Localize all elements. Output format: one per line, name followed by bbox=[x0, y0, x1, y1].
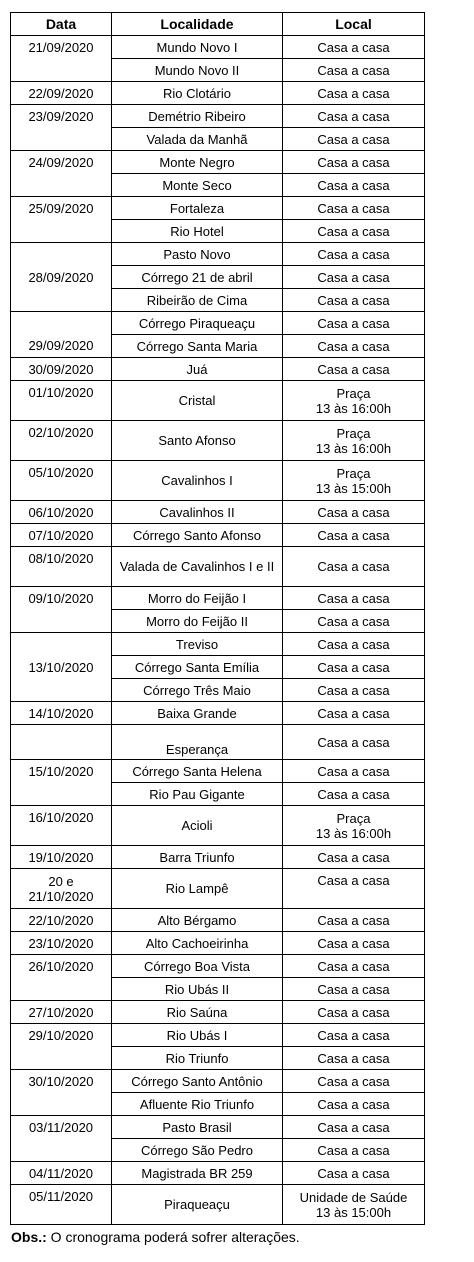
table-row bbox=[11, 1185, 425, 1225]
table-row bbox=[11, 312, 425, 335]
place-cell: Casa a casa bbox=[283, 501, 425, 524]
place-cell: Casa a casa bbox=[283, 1024, 425, 1047]
place-cell: Casa a casa bbox=[283, 1001, 425, 1024]
table-row bbox=[11, 151, 425, 174]
date-cell: 15/10/2020 bbox=[11, 760, 112, 806]
date-cell: 04/11/2020 bbox=[11, 1162, 112, 1185]
header-date: Data bbox=[11, 13, 112, 36]
table-row bbox=[11, 869, 425, 909]
place-cell: Casa a casa bbox=[283, 955, 425, 978]
date-cell: 07/10/2020 bbox=[11, 524, 112, 547]
locality-cell: Alto Bérgamo bbox=[112, 909, 283, 932]
place-cell: Casa a casa bbox=[283, 1093, 425, 1116]
table-row bbox=[11, 501, 425, 524]
locality-cell: Córrego Boa Vista bbox=[112, 955, 283, 978]
header-locality: Localidade bbox=[112, 13, 283, 36]
place-cell: Casa a casa bbox=[283, 524, 425, 547]
table-row bbox=[11, 1024, 425, 1047]
footer-label: Obs.: bbox=[11, 1229, 47, 1245]
place-cell: Casa a casa bbox=[283, 633, 425, 656]
locality-cell: Rio Lampê bbox=[112, 869, 283, 909]
footer-text: O cronograma poderá sofrer alterações. bbox=[46, 1229, 300, 1245]
locality-cell: Piraqueaçu bbox=[112, 1185, 283, 1225]
locality-cell: Cristal bbox=[112, 381, 283, 421]
table-row bbox=[11, 358, 425, 381]
locality-cell: Afluente Rio Triunfo bbox=[112, 1093, 283, 1116]
locality-cell: Cavalinhos I bbox=[112, 461, 283, 501]
place-cell: Casa a casa bbox=[283, 335, 425, 358]
table-row bbox=[11, 381, 425, 421]
locality-cell: Santo Afonso bbox=[112, 421, 283, 461]
place-cell: Praça 13 às 16:00h bbox=[283, 806, 425, 846]
table-row bbox=[11, 547, 425, 587]
locality-cell: Córrego Santo Afonso bbox=[112, 524, 283, 547]
place-cell: Casa a casa bbox=[283, 587, 425, 610]
date-cell: 03/11/2020 bbox=[11, 1116, 112, 1162]
table-row bbox=[11, 421, 425, 461]
place-cell: Casa a casa bbox=[283, 128, 425, 151]
locality-cell: Córrego 21 de abril bbox=[112, 266, 283, 289]
date-cell: 29/10/2020 bbox=[11, 1024, 112, 1070]
locality-cell: Esperança bbox=[112, 725, 283, 760]
table-row bbox=[11, 1116, 425, 1139]
table-row bbox=[11, 846, 425, 869]
table-row bbox=[11, 633, 425, 656]
locality-cell: Magistrada BR 259 bbox=[112, 1162, 283, 1185]
locality-cell: Acioli bbox=[112, 806, 283, 846]
locality-cell: Córrego São Pedro bbox=[112, 1139, 283, 1162]
place-cell: Casa a casa bbox=[283, 610, 425, 633]
place-cell: Casa a casa bbox=[283, 656, 425, 679]
table-row bbox=[11, 243, 425, 266]
table-row bbox=[11, 932, 425, 955]
place-cell: Casa a casa bbox=[283, 702, 425, 725]
locality-cell: Cavalinhos II bbox=[112, 501, 283, 524]
date-cell: 16/10/2020 bbox=[11, 806, 112, 846]
locality-cell: Rio Clotário bbox=[112, 82, 283, 105]
date-cell: 22/10/2020 bbox=[11, 909, 112, 932]
table-row bbox=[11, 1162, 425, 1185]
locality-cell: Morro do Feijão I bbox=[112, 587, 283, 610]
table-row bbox=[11, 702, 425, 725]
date-cell: 05/10/2020 bbox=[11, 461, 112, 501]
locality-cell: Treviso bbox=[112, 633, 283, 656]
locality-cell: Córrego Três Maio bbox=[112, 679, 283, 702]
locality-cell: Córrego Piraqueaçu bbox=[112, 312, 283, 335]
table-row bbox=[11, 524, 425, 547]
table-row bbox=[11, 1001, 425, 1024]
date-cell: 19/10/2020 bbox=[11, 846, 112, 869]
table-row bbox=[11, 806, 425, 846]
locality-cell: Valada de Cavalinhos I e II bbox=[112, 547, 283, 587]
place-cell: Casa a casa bbox=[283, 978, 425, 1001]
date-cell: 08/10/2020 bbox=[11, 547, 112, 587]
locality-cell: Pasto Brasil bbox=[112, 1116, 283, 1139]
table-row bbox=[11, 587, 425, 610]
date-cell: 23/09/2020 bbox=[11, 105, 112, 151]
date-cell: 02/10/2020 bbox=[11, 421, 112, 461]
date-cell: 01/10/2020 bbox=[11, 381, 112, 421]
locality-cell: Ribeirão de Cima bbox=[112, 289, 283, 312]
locality-cell: Rio Ubás I bbox=[112, 1024, 283, 1047]
place-cell: Casa a casa bbox=[283, 760, 425, 783]
locality-cell: Baixa Grande bbox=[112, 702, 283, 725]
locality-cell: Mundo Novo II bbox=[112, 59, 283, 82]
date-cell: 06/10/2020 bbox=[11, 501, 112, 524]
place-cell: Casa a casa bbox=[283, 312, 425, 335]
date-cell: 09/10/2020 bbox=[11, 587, 112, 633]
locality-cell: Alto Cachoeirinha bbox=[112, 932, 283, 955]
locality-cell: Córrego Santa Emília bbox=[112, 656, 283, 679]
locality-cell: Rio Saúna bbox=[112, 1001, 283, 1024]
date-cell: 13/10/2020 bbox=[11, 633, 112, 702]
locality-cell: Rio Ubás II bbox=[112, 978, 283, 1001]
table-row bbox=[11, 955, 425, 978]
place-cell: Casa a casa bbox=[283, 679, 425, 702]
date-cell: 24/09/2020 bbox=[11, 151, 112, 197]
place-cell: Praça 13 às 15:00h bbox=[283, 461, 425, 501]
header-place: Local bbox=[283, 13, 425, 36]
place-cell: Casa a casa bbox=[283, 266, 425, 289]
footer-note bbox=[11, 1229, 300, 1245]
place-cell: Casa a casa bbox=[283, 1162, 425, 1185]
table-row bbox=[11, 36, 425, 59]
locality-cell: Barra Triunfo bbox=[112, 846, 283, 869]
table-row bbox=[11, 105, 425, 128]
table-row bbox=[11, 725, 425, 760]
place-cell: Casa a casa bbox=[283, 151, 425, 174]
date-cell: 30/10/2020 bbox=[11, 1070, 112, 1116]
schedule-table bbox=[10, 12, 425, 1225]
place-cell: Casa a casa bbox=[283, 358, 425, 381]
place-cell: Casa a casa bbox=[283, 82, 425, 105]
date-cell: 30/09/2020 bbox=[11, 358, 112, 381]
table-row bbox=[11, 909, 425, 932]
locality-cell: Córrego Santo Antônio bbox=[112, 1070, 283, 1093]
locality-cell: Mundo Novo I bbox=[112, 36, 283, 59]
date-cell: 21/09/2020 bbox=[11, 36, 112, 82]
place-cell: Casa a casa bbox=[283, 1047, 425, 1070]
locality-cell: Monte Seco bbox=[112, 174, 283, 197]
date-cell: 29/09/2020 bbox=[11, 312, 112, 358]
place-cell: Casa a casa bbox=[283, 1116, 425, 1139]
locality-cell: Pasto Novo bbox=[112, 243, 283, 266]
locality-cell: Monte Negro bbox=[112, 151, 283, 174]
place-cell: Praça 13 às 16:00h bbox=[283, 381, 425, 421]
table-row bbox=[11, 197, 425, 220]
date-cell: 05/11/2020 bbox=[11, 1185, 112, 1225]
date-cell bbox=[11, 725, 112, 760]
place-cell: Casa a casa bbox=[283, 783, 425, 806]
place-cell: Casa a casa bbox=[283, 846, 425, 869]
place-cell: Casa a casa bbox=[283, 59, 425, 82]
place-cell: Casa a casa bbox=[283, 174, 425, 197]
place-cell: Casa a casa bbox=[283, 36, 425, 59]
place-cell: Casa a casa bbox=[283, 243, 425, 266]
header-row bbox=[11, 13, 425, 36]
date-cell: 22/09/2020 bbox=[11, 82, 112, 105]
locality-cell: Fortaleza bbox=[112, 197, 283, 220]
locality-cell: Rio Hotel bbox=[112, 220, 283, 243]
date-cell: 27/10/2020 bbox=[11, 1001, 112, 1024]
table-row bbox=[11, 760, 425, 783]
place-cell: Casa a casa bbox=[283, 547, 425, 587]
place-cell: Praça 13 às 16:00h bbox=[283, 421, 425, 461]
date-cell: 26/10/2020 bbox=[11, 955, 112, 1001]
date-cell: 28/09/2020 bbox=[11, 243, 112, 312]
locality-cell: Córrego Santa Maria bbox=[112, 335, 283, 358]
locality-cell: Córrego Santa Helena bbox=[112, 760, 283, 783]
place-cell: Casa a casa bbox=[283, 289, 425, 312]
place-cell: Unidade de Saúde 13 às 15:00h bbox=[283, 1185, 425, 1225]
place-cell: Casa a casa bbox=[283, 869, 425, 909]
date-cell: 14/10/2020 bbox=[11, 702, 112, 725]
place-cell: Casa a casa bbox=[283, 1139, 425, 1162]
place-cell: Casa a casa bbox=[283, 105, 425, 128]
place-cell: Casa a casa bbox=[283, 725, 425, 760]
locality-cell: Juá bbox=[112, 358, 283, 381]
date-cell: 20 e 21/10/2020 bbox=[11, 869, 112, 909]
table-row bbox=[11, 82, 425, 105]
date-cell: 23/10/2020 bbox=[11, 932, 112, 955]
table-row bbox=[11, 461, 425, 501]
locality-cell: Valada da Manhã bbox=[112, 128, 283, 151]
place-cell: Casa a casa bbox=[283, 932, 425, 955]
table-row bbox=[11, 1070, 425, 1093]
place-cell: Casa a casa bbox=[283, 1070, 425, 1093]
place-cell: Casa a casa bbox=[283, 220, 425, 243]
place-cell: Casa a casa bbox=[283, 197, 425, 220]
date-cell: 25/09/2020 bbox=[11, 197, 112, 243]
locality-cell: Morro do Feijão II bbox=[112, 610, 283, 633]
locality-cell: Rio Triunfo bbox=[112, 1047, 283, 1070]
place-cell: Casa a casa bbox=[283, 909, 425, 932]
locality-cell: Rio Pau Gigante bbox=[112, 783, 283, 806]
locality-cell: Demétrio Ribeiro bbox=[112, 105, 283, 128]
schedule-body bbox=[11, 36, 425, 1225]
